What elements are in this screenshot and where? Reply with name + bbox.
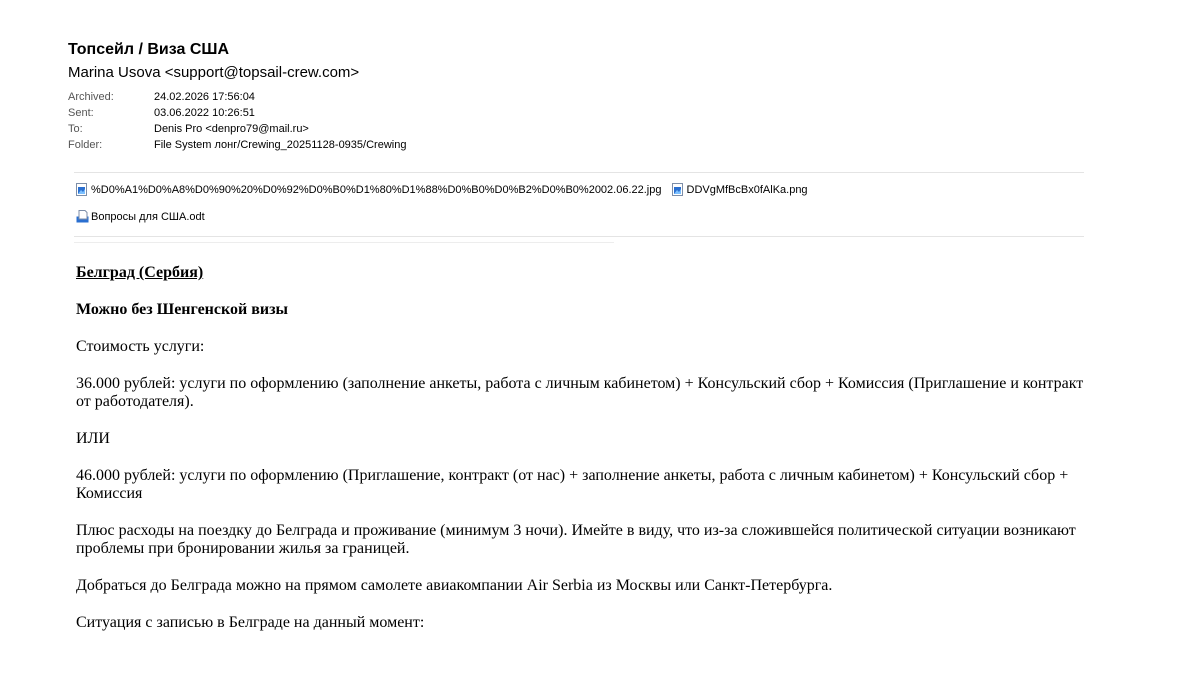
email-sender: Marina Usova <support@topsail-crew.com> [68,64,360,81]
attachment-jpg[interactable] [76,183,662,197]
meta-archived [68,89,1088,105]
body-heading: Белград (Сербия) [76,264,204,281]
image-file-icon [672,183,683,196]
divider [74,236,1084,237]
body-subheading: Можно без Шенгенской визы [76,301,289,318]
divider [74,172,1084,173]
image-file-icon [76,183,87,196]
meta-folder [68,137,1088,153]
divider [74,242,614,243]
travel-paragraph: Добраться до Белграда можно на прямом самолете авиакомпании Air Serbia из Москвы или Санкт-Петербурга. [76,577,833,594]
meta-sent [68,105,1088,121]
meta-value: File System лонг/Crewing_20251128-0935/Crewing [154,139,407,151]
email-header [68,40,1088,153]
attachment-list [76,181,818,235]
attachment-row [76,181,818,198]
meta-value: 24.02.2026 17:56:04 [154,91,255,103]
meta-label: Folder: [68,139,103,151]
meta-to [68,121,1088,137]
expenses-paragraph: Плюс расходы на поездку до Белграда и проживание (минимум 3 ночи). Имейте в виду, что из-за сложившейся политической ситуации возникают проблемы при бронировании жилья за границей. [76,522,1076,557]
meta-label: To: [68,123,83,135]
attachment-png[interactable] [672,183,808,197]
document-file-icon [76,210,87,223]
email-meta [68,89,1088,153]
meta-value: 03.06.2022 10:26:51 [154,107,255,119]
cost-label: Стоимость услуги: [76,338,205,355]
attachment-row [76,208,818,225]
meta-value: Denis Pro <denpro79@mail.ru> [154,123,309,135]
email-body [76,264,1096,651]
attachment-name: Вопросы для США.odt [91,210,205,223]
attachment-odt[interactable] [76,210,205,224]
meta-label: Archived: [68,91,114,103]
situation-paragraph: Ситуация с записью в Белграде на данный момент: [76,614,425,631]
meta-label: Sent: [68,107,94,119]
price-option-2: 46.000 рублей: услуги по оформлению (Приглашение, контракт (от нас) + заполнение анкеты, работа с личным кабинетом) + Консульский сбор + Комиссия [76,467,1069,502]
or-text: ИЛИ [76,430,110,447]
price-option-1: 36.000 рублей: услуги по оформлению (заполнение анкеты, работа с личным кабинетом) + Консульский сбор + Комиссия (Приглашение и контракт от работодателя). [76,375,1084,410]
attachment-name: DDVgMfBcBx0fAlKa.png [686,183,808,196]
attachment-name: %D0%A1%D0%A8%D0%90%20%D0%92%D0%B0%D1%80%D1%88%D0%B0%D0%B2%D0%B0%2002.06.22.jpg [91,183,662,196]
email-subject: Топсейл / Виза США [68,41,229,58]
